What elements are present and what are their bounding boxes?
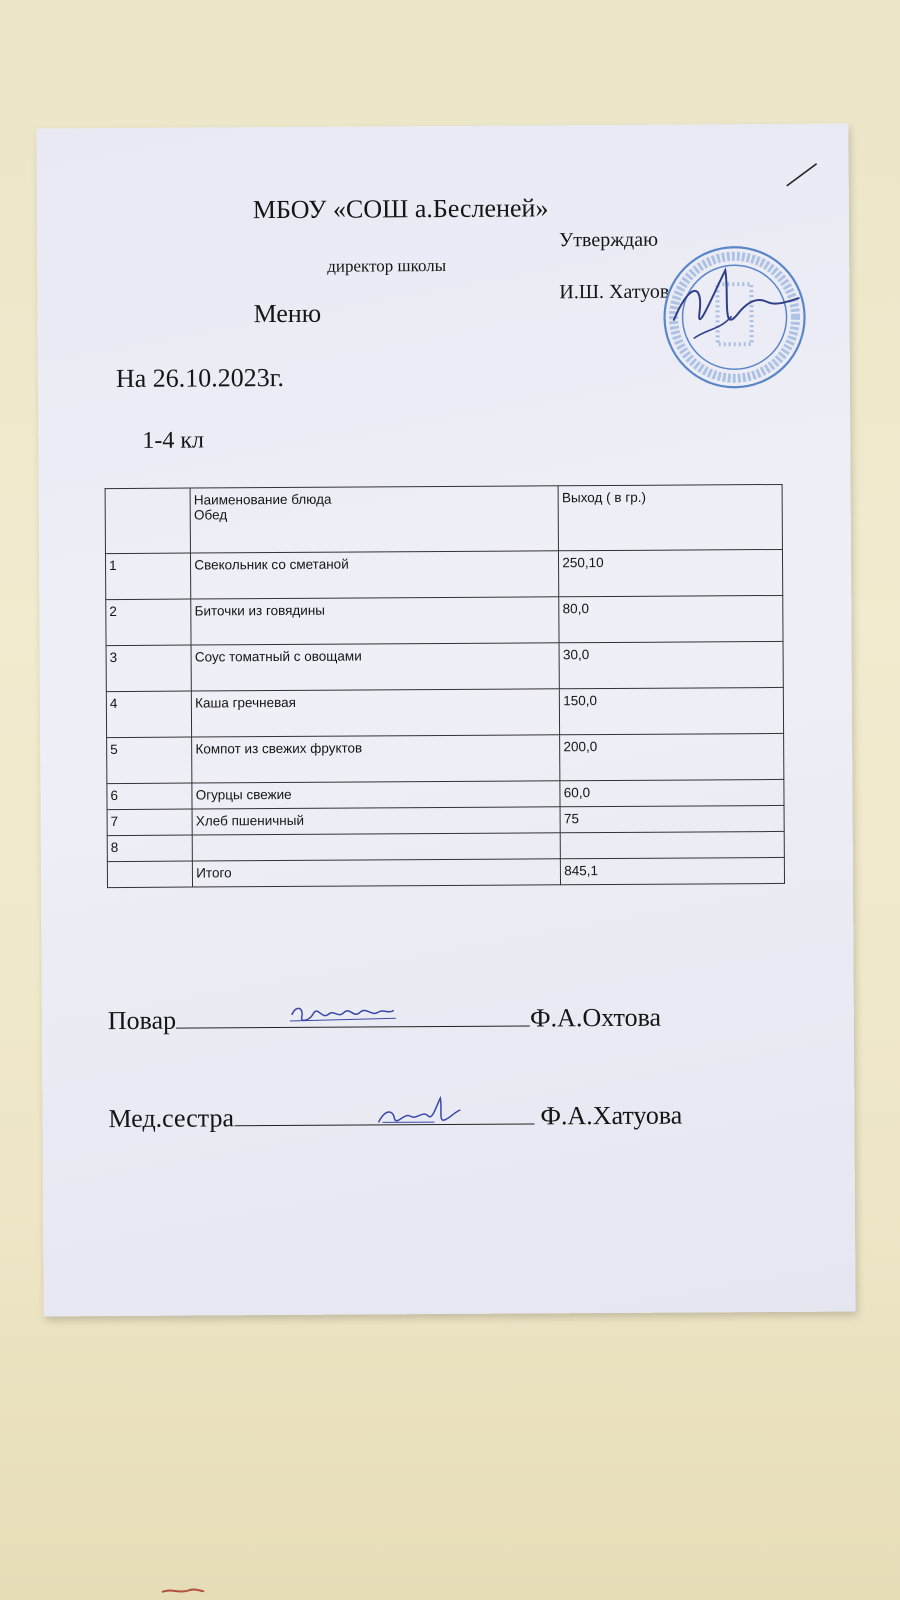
table-row — [106, 641, 783, 691]
row-dish: Биточки из говядины — [191, 597, 559, 645]
table-row — [107, 831, 784, 861]
nurse-signature-line — [234, 1103, 534, 1126]
row-dish: Каша гречневая — [192, 689, 560, 737]
header-num-cell — [105, 488, 191, 554]
row-dish: Свекольник со сметаной — [191, 551, 559, 599]
director-title: директор школы — [327, 255, 447, 276]
cook-signature-line — [176, 1005, 530, 1028]
row-weight: 150,0 — [560, 687, 784, 734]
table-row — [107, 805, 784, 835]
table-total-row — [107, 857, 784, 887]
table-row — [106, 595, 783, 645]
row-num: 8 — [107, 835, 192, 862]
nurse-name: Ф.А.Хатуова — [540, 1100, 683, 1131]
school-name: МБОУ «СОШ а.Бесленей» — [252, 193, 549, 225]
row-num: 5 — [107, 737, 193, 784]
row-weight — [561, 831, 785, 858]
table-row — [105, 549, 782, 599]
official-stamp — [659, 242, 810, 393]
total-label: Итого — [193, 859, 561, 887]
table-row — [107, 733, 784, 783]
desk-stain — [160, 1586, 206, 1596]
nurse-label: Мед.сестра — [108, 1103, 235, 1134]
cook-label: Повар — [107, 1005, 177, 1036]
row-dish: Огурцы свежие — [192, 781, 560, 809]
row-num: 4 — [106, 691, 192, 738]
row-weight: 60,0 — [560, 779, 784, 806]
nurse-signature-row — [108, 1101, 682, 1135]
row-num: 7 — [107, 809, 192, 836]
header-dish-label: Наименование блюда — [193, 491, 332, 508]
cook-handwritten-signature — [288, 994, 398, 1031]
director-name: И.Ш. Хатуов — [559, 280, 670, 304]
header-dish-cell — [190, 486, 558, 553]
cook-name: Ф.А.Охтова — [529, 1002, 662, 1033]
row-weight: 30,0 — [559, 641, 783, 688]
row-dish: Соус томатный с овощами — [191, 643, 559, 691]
row-num: 2 — [106, 599, 192, 646]
row-num: 6 — [107, 783, 192, 810]
cook-signature-row — [108, 1003, 661, 1036]
row-num: 1 — [105, 553, 191, 600]
row-dish — [192, 833, 560, 861]
row-weight: 250,10 — [559, 549, 783, 596]
header-weight-cell: Выход ( в гр.) — [558, 484, 782, 550]
nurse-handwritten-signature — [374, 1092, 464, 1133]
total-num-cell — [107, 861, 192, 888]
approve-label: Утверждаю — [559, 228, 659, 252]
table-header-row — [105, 484, 782, 553]
grade-label: 1-4 кл — [142, 427, 205, 454]
row-num: 3 — [106, 645, 192, 692]
row-weight: 80,0 — [559, 595, 783, 642]
pen-mark — [783, 160, 823, 190]
header-meal-label: Обед — [193, 507, 228, 523]
total-value: 845,1 — [561, 857, 785, 884]
menu-date: На 26.10.2023г. — [115, 362, 285, 394]
menu-title: Меню — [253, 298, 322, 329]
row-weight: 200,0 — [560, 733, 784, 780]
row-dish: Хлеб пшеничный — [192, 807, 560, 835]
table-row — [106, 687, 783, 737]
menu-table — [105, 484, 785, 888]
row-weight: 75 — [560, 805, 784, 832]
document-page — [36, 124, 855, 1317]
table-row — [107, 779, 784, 809]
row-dish: Компот из свежих фруктов — [192, 735, 560, 783]
